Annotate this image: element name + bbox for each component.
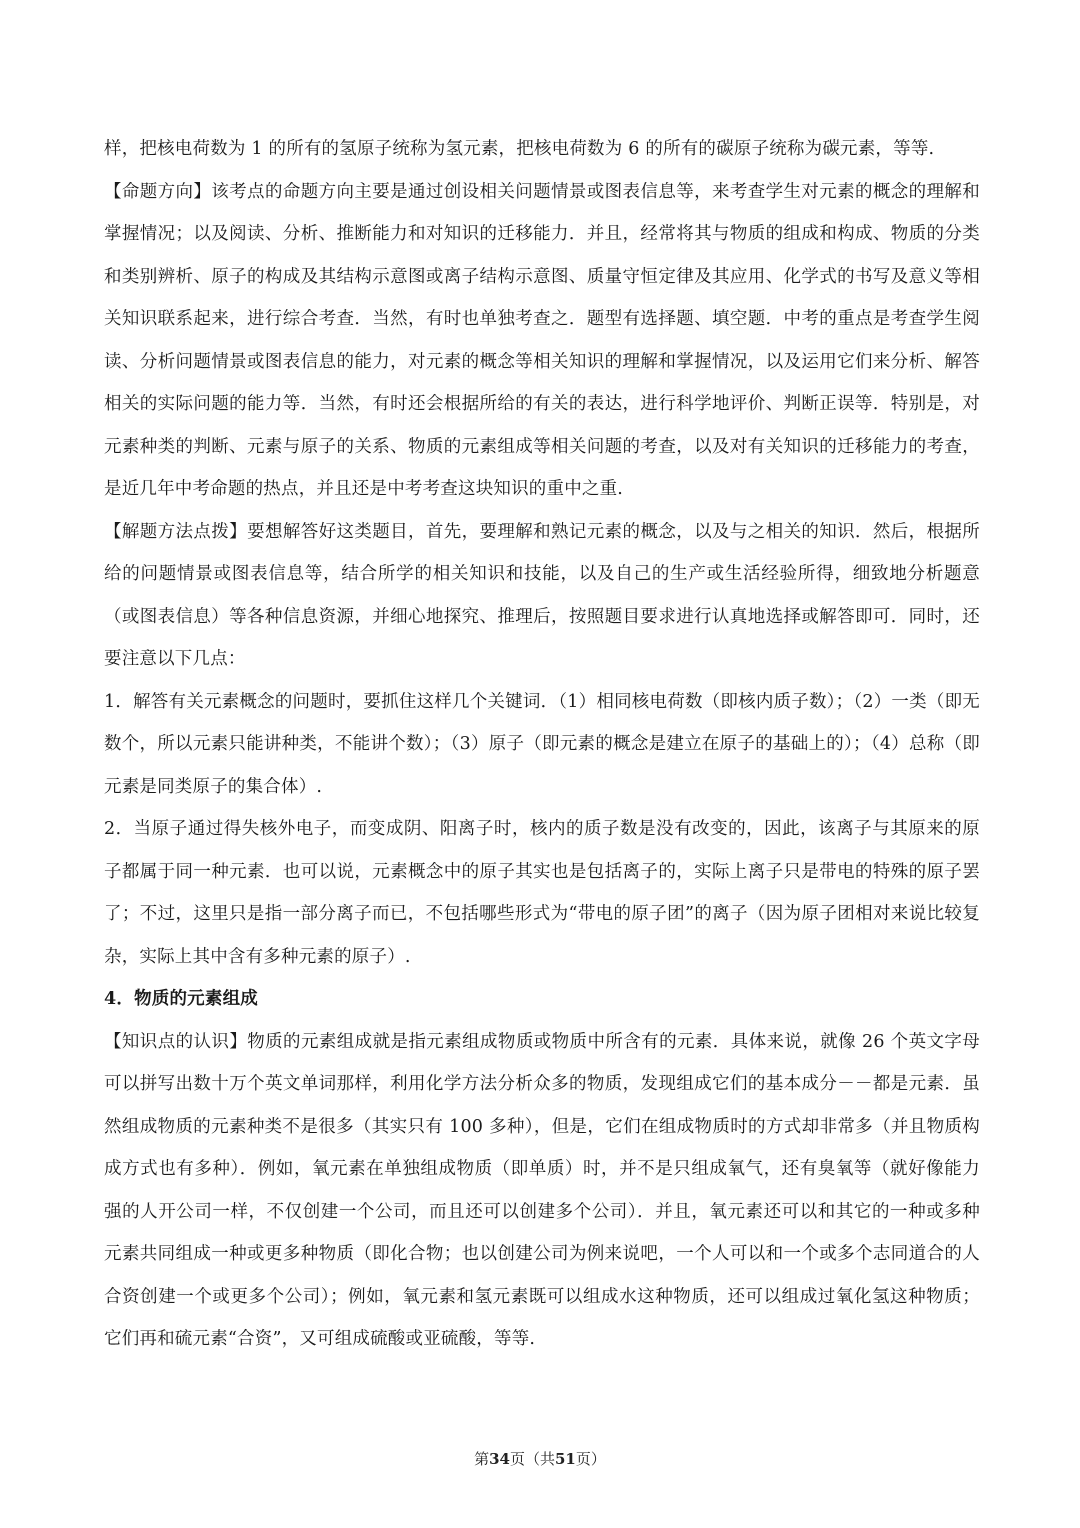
paragraph-text: 该考点的命题方向主要是通过创设相关问题情景或图表信息等，来考查学生对元素的概念的理解和掌握情况；以及阅读、分析、推断能力和对知识的迁移能力．并且，经常将其与物质的组成和构成、物质的分类和类别辨析、原子的构成及其结构示意图或离子结构示意图、质量守恒定律及其应用、化学式的书写及意义等相关知识联系起来，进行综合考查．当然，有时也单独考查之．题型有选择题、填空题．中考的重点是考查学生阅读、分析问题情景或图表信息的能力，对元素的概念等相关知识的理解和掌握情况，以及运用它们来分析、解答相关的实际问题的能力等．当然，有时还会根据所给的有关的表达，进行科学地评价、判断正误等．特别是，对元素种类的判断、元素与原子的关系、物质的元素组成等相关问题的考查，以及对有关知识的迁移能力的考查，是近几年中考命题的热点，并且还是中考考查这块知识的重中之重.: [104, 181, 980, 499]
document-body: [104, 128, 980, 1361]
footer-prefix: 第: [474, 1450, 490, 1468]
section-label: 【知识点的认识】: [104, 1031, 248, 1052]
paragraph-element-definition-tail: [104, 128, 980, 171]
list-item-2: [104, 808, 980, 978]
paragraph-text: 1．解答有关元素概念的问题时，要抓住这样几个关键词．（1）相同核电荷数（即核内质子数）；（2）一类（即无数个，所以元素只能讲种类，不能讲个数）；（3）原子（即元素的概念是建立在原子的基础上的）；（4）总称（即元素是同类原子的集合体）.: [104, 691, 980, 797]
page-number: 34: [489, 1450, 510, 1468]
list-item-1: [104, 681, 980, 809]
paragraph-solving-method: [104, 511, 980, 681]
paragraph-text: 要想解答好这类题目，首先，要理解和熟记元素的概念，以及与之相关的知识．然后，根据所给的问题情景或图表信息等，结合所学的相关知识和技能，以及自己的生产或生活经验所得，细致地分析题意（或图表信息）等各种信息资源，并细心地探究、推理后，按照题目要求进行认真地选择或解答即可．同时，还要注意以下几点：: [104, 521, 980, 669]
section-heading: 4．物质的元素组成: [104, 989, 258, 1009]
section-label: 【命题方向】: [104, 181, 212, 202]
footer-suffix: 页）: [575, 1450, 606, 1468]
total-pages: 51: [555, 1450, 576, 1468]
footer-middle: 页（共: [509, 1450, 555, 1468]
paragraph-question-direction: [104, 171, 980, 511]
paragraph-text: 样，把核电荷数为 1 的所有的氢原子统称为氢元素，把核电荷数为 6 的所有的碳原子统称为碳元素，等等.: [104, 139, 935, 159]
section-label: 【解题方法点拨】: [104, 521, 248, 542]
paragraph-text: 2．当原子通过得失核外电子，而变成阴、阳离子时，核内的质子数是没有改变的，因此，该离子与其原来的原子都属于同一种元素．也可以说，元素概念中的原子其实也是包括离子的，实际上离子只是带电的特殊的原子罢了；不过，这里只是指一部分离子而已，不包括哪些形式为“带电的原子团”的离子（因为原子团相对来说比较复杂，实际上其中含有多种元素的原子）.: [104, 819, 980, 967]
paragraph-knowledge-point: [104, 1021, 980, 1361]
paragraph-text: 物质的元素组成就是指元素组成物质或物质中所含有的元素．具体来说，就像 26 个英文字母可以拼写出数十万个英文单词那样，利用化学方法分析众多的物质，发现组成它们的基本成分－－都是元素．虽然组成物质的元素种类不是很多（其实只有 100 多种），但是，它们在组成物质时的方式却非常多（并且物质构成方式也有多种）．例如，氧元素在单独组成物质（即单质）时，并不是只组成氧气，还有臭氧等（就好像能力强的人开公司一样，不仅创建一个公司，而且还可以创建多个公司）．并且，氧元素还可以和其它的一种或多种元素共同组成一种或更多种物质（即化合物；也以创建公司为例来说吧，一个人可以和一个或多个志同道合的人合资创建一个或更多个公司）；例如，氧元素和氢元素既可以组成水这种物质，还可以组成过氧化氢这种物质；它们再和硫元素“合资”，又可组成硫酸或亚硫酸，等等.: [104, 1031, 980, 1349]
page-footer: [0, 1449, 1080, 1469]
